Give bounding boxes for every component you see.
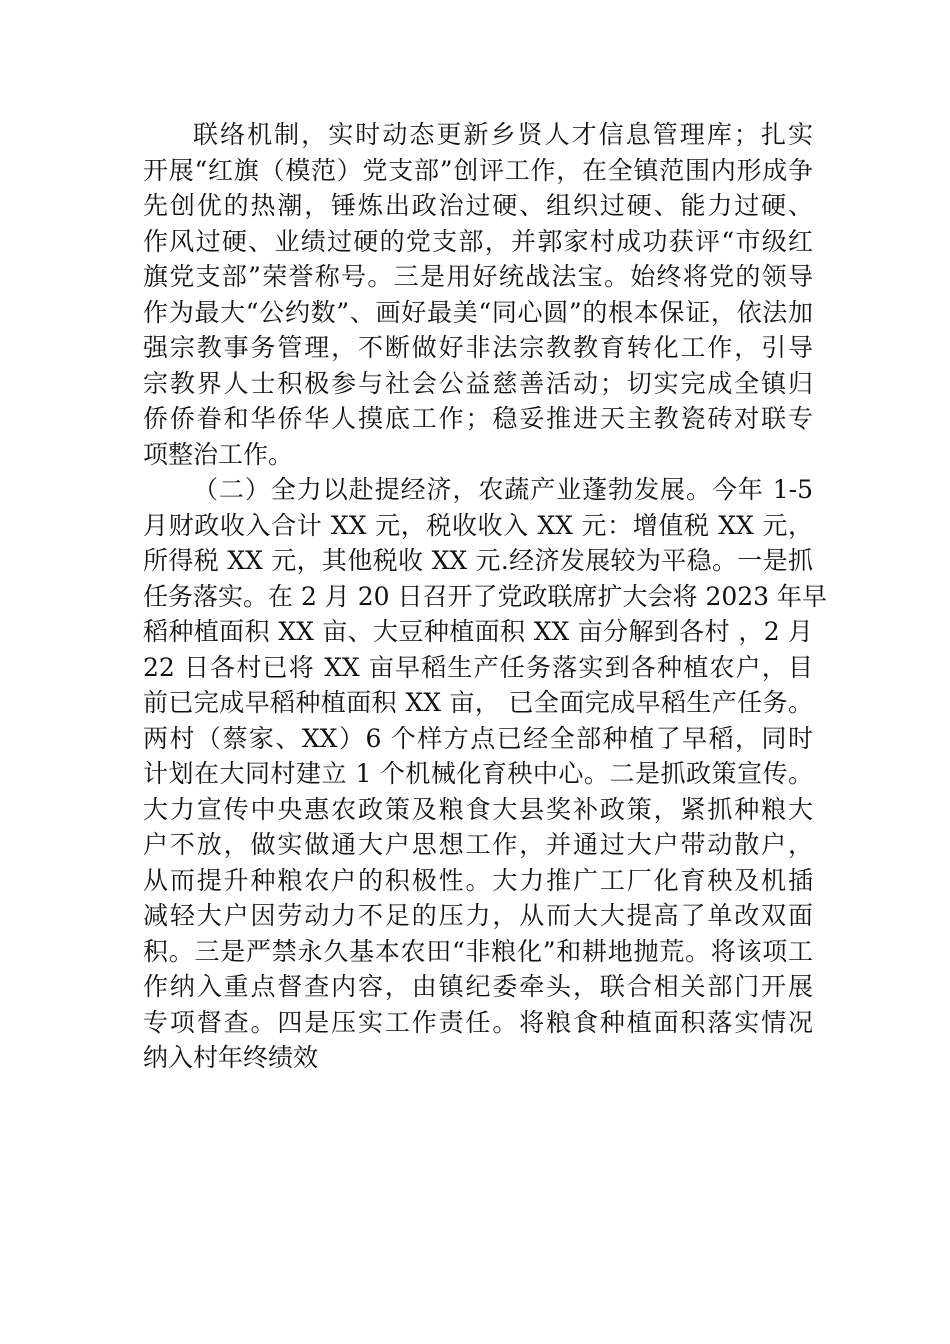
text-line: 先创优的热潮，锤炼出政治过硬、组织过硬、能力过硬、 <box>143 191 813 220</box>
text-line: 从而提升种粮农户的积极性。大力推广工厂化育秧及机插 <box>143 865 813 895</box>
text-line: 前已完成早稻种植面积 XX 亩， 已全面完成早稻生产任务。 <box>143 688 813 717</box>
text-line: 侨侨眷和华侨华人摸底工作；稳妥推进天主教瓷砖对联专 <box>143 404 813 433</box>
text-line: 稻种植面积 XX 亩、大豆种植面积 XX 亩分解到各村 ，2 月 <box>143 617 813 646</box>
text-line: 联络机制，实时动态更新乡贤人才信息管理库；扎实 <box>193 120 813 149</box>
text-line: 作风过硬、业绩过硬的党支部，并郭家村成功获评“市级红 <box>143 226 813 256</box>
text-line: 户不放，做实做通大户思想工作，并通过大户带动散户， <box>143 830 813 859</box>
text-line: 宗教界人士积极参与社会公益慈善活动；切实完成全镇归 <box>143 368 813 398</box>
text-line: 作纳入重点督查内容，由镇纪委牵头，联合相关部门开展 <box>143 972 813 1001</box>
text-line: 大力宣传中央惠农政策及粮食大县奖补政策，紧抓种粮大 <box>143 794 813 824</box>
text-line: 作为最大“公约数”、画好最美“同心圆”的根本保证，依法加 <box>143 297 813 327</box>
text-line: 开展“红旗（模范）党支部”创评工作，在全镇范围内形成争 <box>143 155 813 185</box>
text-line: 任务落实。在 2 月 20 日召开了党政联席扩大会将 2023 年早 <box>143 581 828 611</box>
text-line: 强宗教事务管理，不断做好非法宗教教育转化工作，引导 <box>143 333 813 362</box>
text-line: 两村（蔡家、XX）6 个样方点已经全部种植了早稻，同时 <box>143 723 813 753</box>
text-line: 22 日各村已将 XX 亩早稻生产任务落实到各种植农户，目 <box>143 652 813 682</box>
text-line: 所得税 XX 元，其他税收 XX 元.经济发展较为平稳。一是抓 <box>143 546 813 575</box>
text-line: 专项督查。四是压实工作责任。将粮食种植面积落实情况 <box>143 1007 813 1037</box>
body-text <box>143 117 828 1076</box>
text-line: 积。三是严禁永久基本农田“非粮化”和耕地抛荒。将该项工 <box>143 936 813 966</box>
text-line: 旗党支部”荣誉称号。三是用好统战法宝。始终将党的领导 <box>143 262 813 291</box>
text-line: 月财政收入合计 XX 元，税收收入 XX 元：增值税 XX 元， <box>143 510 813 540</box>
text-line: 纳入村年终绩效 <box>143 1043 319 1072</box>
text-line: 减轻大户因劳动力不足的压力，从而大大提高了单改双面 <box>143 901 813 930</box>
text-line: 计划在大同村建立 1 个机械化育秧中心。二是抓政策宣传。 <box>143 759 813 788</box>
text-line: 项整治工作。 <box>143 439 294 469</box>
text-line: （二）全力以赴提经济，农蔬产业蓬勃发展。今年 1-5 <box>193 475 813 504</box>
